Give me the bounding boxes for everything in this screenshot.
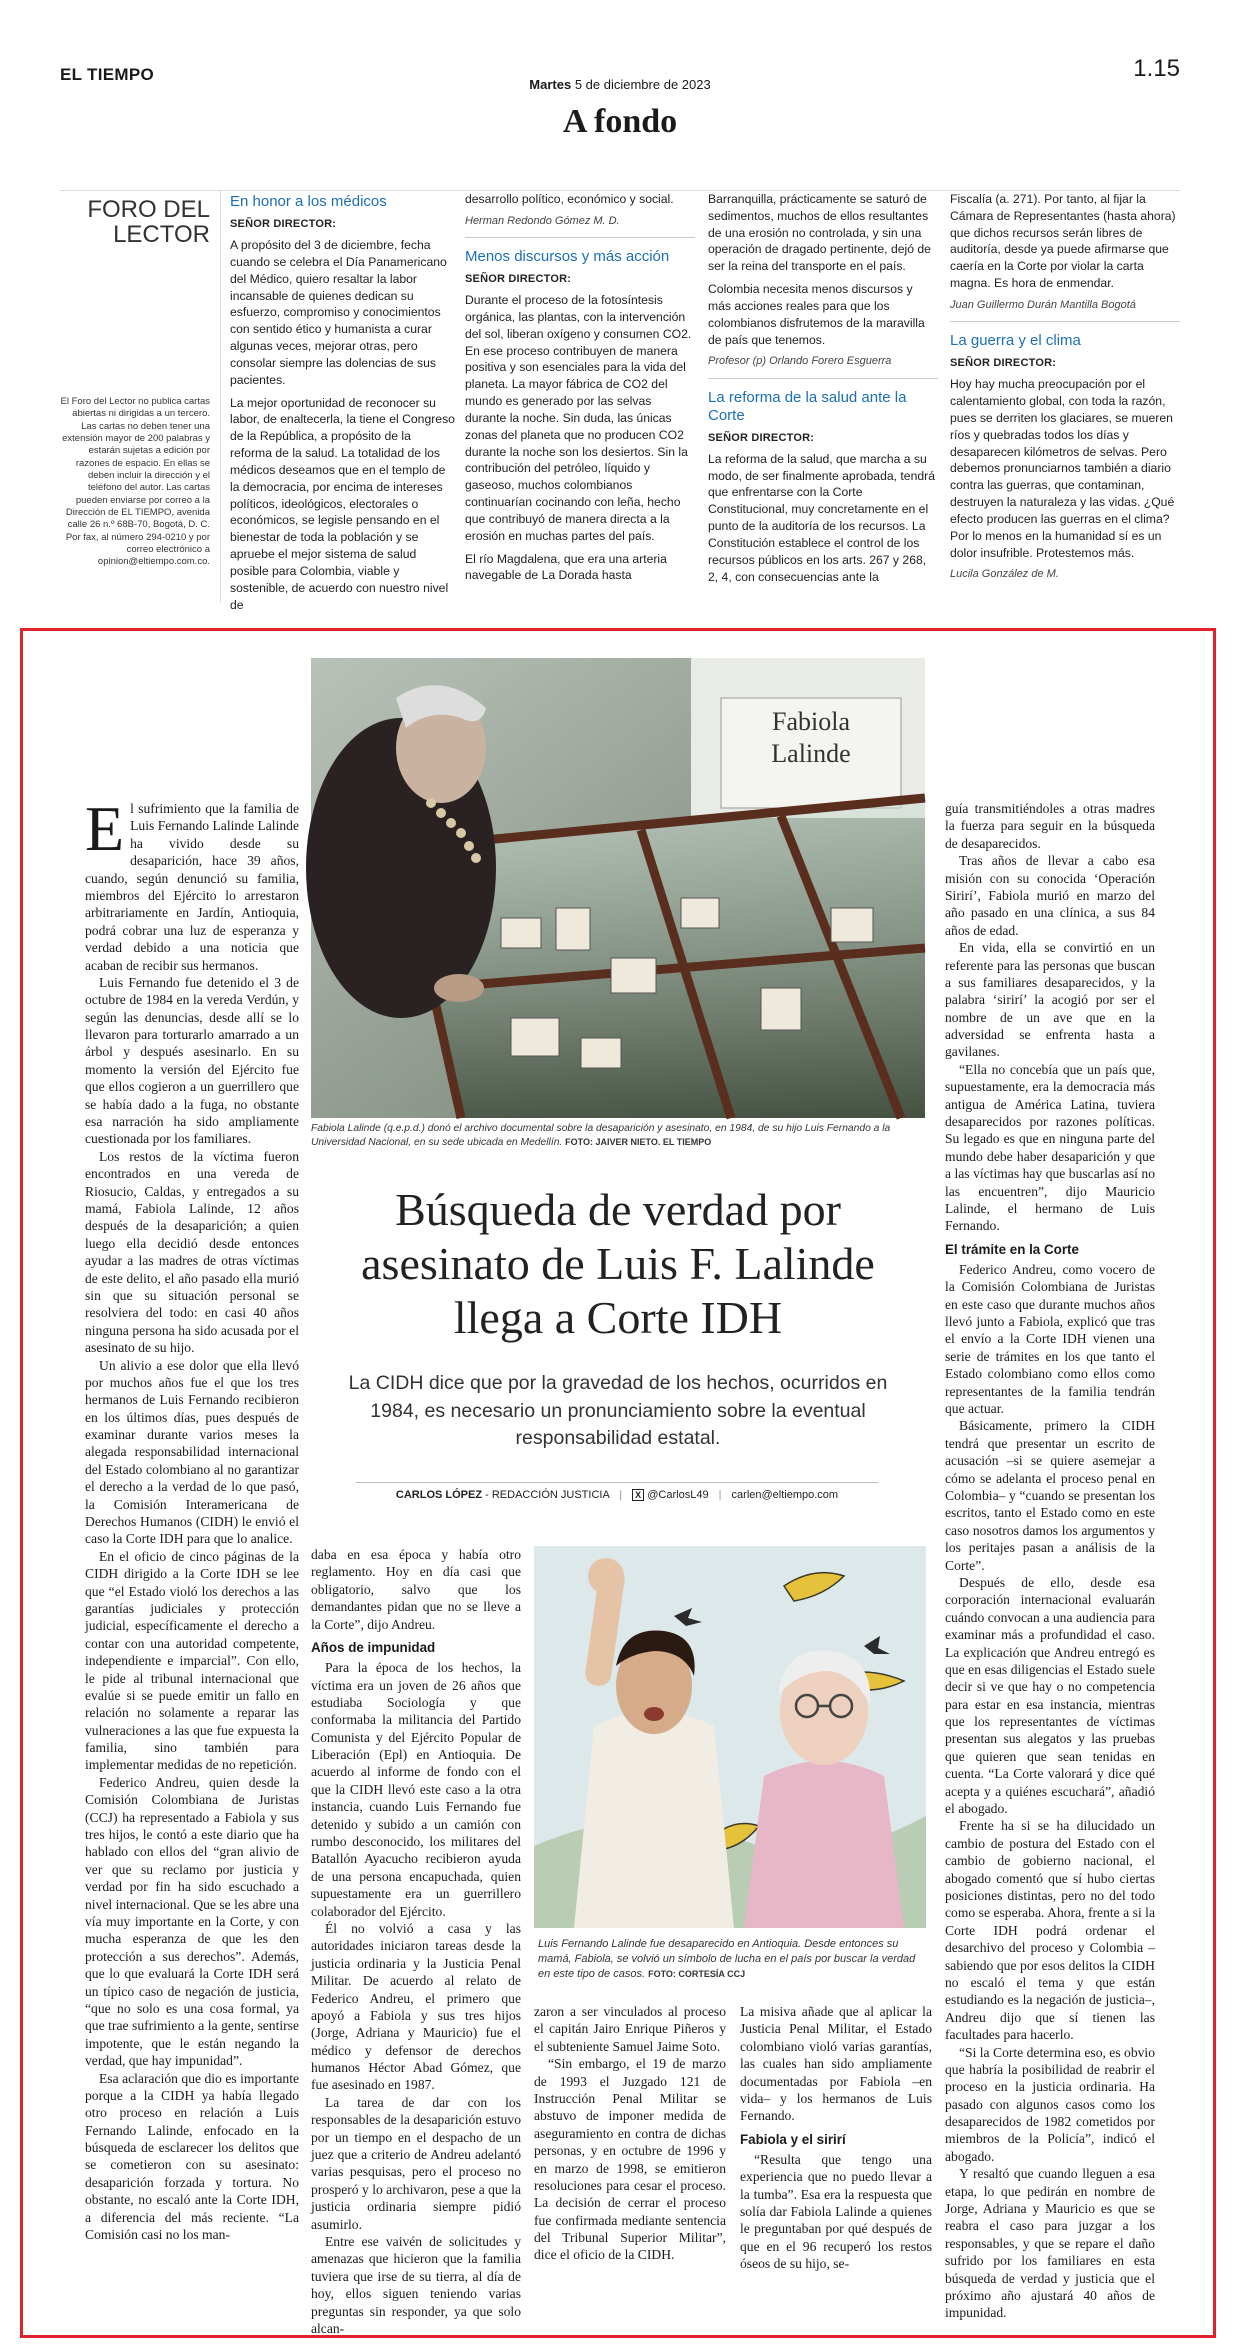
letter-title: La guerra y el clima (950, 332, 1081, 350)
illustration-caption (538, 1937, 926, 1982)
page-header (60, 55, 1180, 145)
letter-paragraph: A propósito del 3 de diciembre, fecha cuando se celebra el Día Panamericano del Médico, quiero resaltar la labor incansable de quienes dedican su esfuerzo, compromiso y conocimientos con sentido ético y humanista a curar algunas veces, mejorar otras, pero consolar siempre las dolencias de sus pacientes. (230, 238, 447, 387)
foro-title-line1: FORO DEL (87, 196, 210, 223)
letter-title: En honor a los médicos (230, 193, 387, 210)
photo-sign-line1: Fabiola (772, 707, 850, 736)
byline-email: carlen@eltiempo.com (731, 1489, 839, 1501)
letter-column-4 (950, 191, 1180, 603)
article-column-2 (311, 1546, 521, 2336)
foro-title (60, 197, 210, 247)
letter-title: Menos discursos y más acción (465, 248, 670, 265)
article-paragraph: Luis Fernando fue detenido el 3 de octubre de 1984 en la vereda Verdún, y según las denuncias, desde allí se lo llevaron para torturarlo amarrado a un árbol y después asesinarlo. En su momento la versión del Ejército fue que ellos cogieron a un guerrillero que se había dado a la fuga, no obstante esa narración ha sido ampliamente cuestionada por los familiares. (85, 974, 299, 1147)
article-column-3 (534, 2003, 726, 2330)
letter-paragraph: Hoy hay mucha preocupación por el calentamiento global, con toda la razón, pues se derriten los glaciares, se mueren ríos y quebradas todos los días y desaparecen kilómetros de selvas. Pero debemos pronunciarnos también a diario contra las guerras, que contaminan, destruyen la naturaleza y las vidas. ¿Qué efecto producen las guerras en el clima? Por lo menos en la humanidad sí es un dolor insufrible. Protestemos más. (950, 377, 1175, 560)
article-paragraph: Y resaltó que cuando lleguen a esa etapa, lo que pedirán en nombre de Jorge, Adriana y Mauricio es que se reabra el caso para juzgar a los responsables, y que se repare el daño sufrido por los familiares en esta búsqueda de verdad y justicia que el próximo año ajustará 40 años de impunidad. (945, 2166, 1155, 2321)
letter-signature: Profesor (p) Orlando Forero Esguerra (708, 354, 938, 378)
foro-sidebar (60, 191, 210, 603)
article-subheading: Fabiola y el sirirí (740, 2131, 846, 2147)
page-date (60, 77, 1180, 92)
column-divider (220, 191, 221, 603)
article-paragraph: En el oficio de cinco páginas de la CIDH dirigido a la Corte IDH se lee que “el Estado violó los derechos a las garantías judiciales y protección judicial, específicamente el derecho a contar con una autoridad competente, independiente e imparcial”. Con ello, le pide al tribunal internacional que evalúe si se puede emitir un fallo en relación no solamente a reparar las vulneraciones a las que fue expuesta la familia, sino también para implementar medidas de no repetición. (85, 1548, 299, 1773)
article-paragraph: La misiva añade que al aplicar la Justicia Penal Militar, el Estado colombiano violó varias garantías, las cuales han sido ampliamente documentadas por Fabiola –en vida– y los hermanos de Luis Fernando. (740, 2004, 932, 2124)
photo-credit: FOTO: JAIVER NIETO. EL TIEMPO (565, 1137, 712, 1148)
article-paragraph: Él no volvió a casa y las autoridades iniciaron tareas desde la justicia ordinaria y la Justicia Penal Militar. De acuerdo al relato de Federico Andreu, el primero que apoyó a Fabiola y sus tres hijos (Jorge, Adriana y Mauricio) fue el médico y defensor de derechos humanos Héctor Abad Gómez, que fue asesinado en 1987. (311, 1920, 521, 2093)
byline-handle: @CarlosL49 (647, 1489, 709, 1501)
main-photo (311, 658, 925, 1118)
date-day: Martes (529, 77, 572, 92)
letter-paragraph: La mejor oportunidad de reconocer su labor, de enaltecerla, la tiene el Congreso de la República, a propósito de la reforma de la salud. La totalidad de los médicos deseamos que en el templo de la democracia, por encima de intereses políticos, ideológicos, electorales o económicos, se legisle pensando en el bienestar de toda la población y se apruebe el mejor sistema de salud posible para Colombia, viable y sostenible, de acuerdo con nuestro nivel de (230, 395, 455, 612)
article-paragraph: Básicamente, primero la CIDH tendrá que presentar un escrito de acusación –si se quiere asemejar a cómo se adelanta el proceso penal en Colombia– y “cuando se presentan los escritos, tanto el Estado como en este caso nosotros damos los argumentos y los peritajes pasan a análisis de la Corte”. (945, 1418, 1155, 1573)
section-title: A fondo (562, 103, 678, 140)
article-subheading: El trámite en la Corte (945, 1241, 1079, 1257)
foro-note: El Foro del Lector no publica cartas abiertas ni dirigidas a un tercero. Las cartas no deben tener una extensión mayor de 200 palabras y estarán sujetas a edición por razones de espacio. En ellas se deben incluir la dirección y el teléfono del autor. Las cartas pueden enviarse por correo a la Dirección de EL TIEMPO, avenida calle 26 n.º 68B-70, Bogotá, D. C. Por fax, al número 294-0210 y por correo electrónico a opinion@eltiempo.com.co. (60, 396, 210, 568)
x-logo-icon: X (632, 1489, 644, 1501)
article-subheading: Años de impunidad (311, 1639, 436, 1655)
illustration-credit: FOTO: CORTESÍA CCJ (648, 1968, 746, 1979)
letter-salute: SEÑOR DIRECTOR: (230, 218, 337, 230)
letter-paragraph: Durante el proceso de la fotosíntesis orgánica, las plantas, con la intervención del sol, liberan oxígeno y consumen CO2. En ese proceso contribuyen de manera positiva y son esenciales para la vida del planeta. La mayor fábrica de CO2 del mundo es generado por las selvas durante la noche. Sin duda, las únicas zonas del planeta que no producen CO2 durante la noche son los desiertos. Sin la contribución del petróleo, líquido y gaseoso, muchos colombianos continuarían cocinando con leña, hecho que contribuyó de manera directa a la erosión en muchas partes del país. (465, 293, 692, 543)
article-paragraph: Federico Andreu, como vocero de la Comisión Colombiana de Juristas en este caso que durante muchos años llevó junto a Fabiola, explicó que tras el envío a la Corte IDH vienen una serie de trámites en los que tanto el Estado colombiano como ellos como representantes de la familia tendrán que actuar. (945, 1261, 1155, 1417)
newspaper-logo: EL TIEMPO (60, 65, 155, 84)
article-paragraph: En vida, ella se convirtió en un referente para las personas que buscan a sus familiares desaparecidos, y la palabra ‘sirirí’ la acogió por ser el nombre de un ave que en la adversidad se enfrenta hasta a gavilanes. (945, 940, 1155, 1060)
article-paragraph: zaron a ser vinculados al proceso el capitán Jairo Enrique Piñeros y el subteniente Samuel Jaime Soto. (534, 2004, 726, 2054)
article-paragraph: Después de ello, desde esa corporación internacional evaluarán cuándo convocan a una audiencia para examinar más a profundidad el caso. La explicación que Andreu entregó es que en esas diligencias el Estado suele decir si ve que hay o no competencia para estar en esa instancia, mientras que los representantes de víctimas presentan sus alegatos y las pruebas que quieren que sean tenidas en cuenta. “La Corte valorará y dice qué acepta y a quiénes escuchará”, añadió el abogado. (945, 1574, 1155, 1817)
letter-salute: SEÑOR DIRECTOR: (465, 273, 572, 285)
letter-signature: Juan Guillermo Durán Mantilla Bogotá (950, 298, 1180, 322)
lalinde-illustration (534, 1546, 926, 1928)
foro-title-line2: LECTOR (113, 221, 210, 249)
article-column-5 (945, 800, 1155, 2330)
letter-salute: SEÑOR DIRECTOR: (950, 357, 1057, 370)
article-paragraph: guía transmitiéndoles a otras madres la fuerza para seguir en la búsqueda de desaparecidos. (945, 801, 1155, 851)
byline-desk: - REDACCIÓN JUSTICIA (482, 1489, 610, 1501)
letter-paragraph: desarrollo político, económico y social. (465, 192, 674, 206)
letter-salute: SEÑOR DIRECTOR: (708, 431, 815, 444)
illustration-caption-text: Luis Fernando Lalinde fue desaparecido en Antioquia. Desde entonces su mamá, Fabiola, se volvió un símbolo de lucha en el país por buscar la verdad en este tipo de casos. (538, 1938, 916, 1980)
byline: CARLOS LÓPEZ - REDACCIÓN JUSTICIA | X @CarlosL49 | carlen@eltiempo.com (356, 1482, 878, 1501)
museum-display-illustration (311, 658, 925, 1118)
letter-paragraph: Colombia necesita menos discursos y más acciones reales para que los colombianos disfrutemos de la maravilla de país que tenemos. (708, 282, 925, 347)
article-paragraph: El sufrimiento que la familia de Luis Fernando Lalinde Lalinde ha vivido desde su desaparición, hace 39 años, cuando, según denunció su familia, miembros del Ejército lo arrestaron arbitrariamente en Jardín, Antioquia, podrá cobrar una luz de esperanza y verdad debido a una noticia que acaban de recibir sus hermanos. (85, 793, 299, 973)
drop-cap: E (85, 793, 125, 864)
foro-del-lector (60, 190, 1180, 612)
article-paragraph: Un alivio a ese dolor que ella llevó por muchos años fue el que los tres hermanos de Luis Fernando recibieron en los últimos días, pues después de examinar durante varios meses la alegada responsabilidad internacional del Estado colombiano al no garantizar el derecho a la verdad de lo que pasó, la Comisión Interamericana de Derechos Humanos (CIDH) le envió el caso la Corte IDH para que lo analice. (85, 1357, 299, 1547)
article-paragraph: Los restos de la víctima fueron encontrados en una vereda de Riosucio, Caldas, y entregados a su mamá, Fabiola Lalinde, 12 años después de la desaparición; a quien luego ella decidió desde entonces ayudar a las madres de otras víctimas de este delito, el año pasado ella murió sin que su situación personal se resolviera del todo: en casi 40 años ninguna persona ha sido acusada por el asesinato de su hijo. (85, 1148, 299, 1356)
article-deck: La CIDH dice que por la gravedad de los hechos, ocurridos en 1984, es necesario un pronunciamiento sobre la eventual responsabilidad estatal. (348, 1372, 888, 1450)
photo-sign-line2: Lalinde (771, 739, 851, 768)
photo-caption-text: Fabiola Lalinde (q.e.p.d.) donó el archivo documental sobre la desaparición y asesinato, en 1984, de su hijo Luis Fernando a la Universidad Nacional, en su sede ubicada en Medellín. (311, 1123, 891, 1149)
illustration (534, 1546, 926, 1928)
article-headline: Búsqueda de verdad por asesinato de Luis F. Lalinde llega a Corte IDH (361, 1184, 875, 1343)
article-paragraph: La tarea de dar con los responsables de la desaparición estuvo por un tiempo en el despacho de un juez que a criterio de Andreu adelantó varias pesquisas, pero el proceso no prosperó y lo archivaron, pese a que la justicia ordinaria siempre pidió asumirlo. (311, 2094, 521, 2232)
letter-column-1 (230, 191, 455, 612)
date-rest: 5 de diciembre de 2023 (571, 77, 711, 92)
letter-column-3 (708, 191, 938, 603)
photo-caption (311, 1122, 925, 1151)
letter-signature: Herman Redondo Gómez M. D. (465, 214, 695, 238)
article-paragraph: “Resulta que tengo una experiencia que no puedo llevar a la tumba”. Esa era la respuesta que solía dar Fabiola Lalinde a quienes le preguntaban por qué después de que en el 96 recuperó los restos óseos de su hijo, se- (740, 2151, 932, 2272)
letter-paragraph: Barranquilla, prácticamente se saturó de sedimentos, muchos de ellos resultantes de una erosión no controlada, y sin una operación de dragado pertinente, dejó de ser la reina del transporte en el país. (708, 192, 931, 274)
byline-author: CARLOS LÓPEZ (395, 1489, 483, 1501)
letter-signature: Lucila González de M. (950, 568, 1059, 581)
article-paragraph: Entre ese vaivén de solicitudes y amenazas que hicieron que la familia tuviera que irse de su tierra, al día de hoy, ellos siguen teniendo varias preguntas sin responder, ya que solo alcan- (311, 2234, 521, 2336)
article-paragraph: “Si la Corte determina eso, es obvio que habría la posibilidad de reabrir el proceso en la justicia ordinaria. Ha pasado con algunos casos como los desaparecidos de 1982 cometidos por miembros de la Policía”, indicó el abogado. (945, 2044, 1155, 2164)
article-paragraph: Federico Andreu, quien desde la Comisión Colombiana de Juristas (CCJ) ha representado a Fabiola y sus tres hijos, le contó a este diario que ha hablado con ellos del “gran alivio de ver que su reclamo por justicia y verdad por fin ha sido escuchado a nivel internacional. Que se les abre una vía muy importante en la Corte, y con mucha esperanza de que les den protección a sus derechos”. Además, que lo que evaluará la Corte IDH será un típico caso de negación de justicia, “que no solo es una cosa formal, ya que trae sufrimiento a la gente, sentirse impotente, que le están negando la verdad, que hay impunidad”. (85, 1774, 300, 2069)
article-paragraph: Frente ha si se ha dilucidado un cambio de postura del Estado con el cambio de gobierno nacional, el abogado comentó que sí hubo ciertas posiciones distintas, pero no del todo como se esperaba. Ahora, frente a si la Corte IDH podrá ordenar el desarchivo del proceso y Colombia –sabiendo que por esos delitos la CIDH no escaló el tema y que están estudiando es la negación de justicia–, Andreu dijo que sí tienen las facultades para hacerlo. (945, 1818, 1155, 2043)
letter-title: La reforma de la salud ante la Corte (708, 388, 907, 424)
letter-paragraph: El río Magdalena, que era una arteria navegable de La Dorada hasta (465, 551, 667, 583)
article-paragraph: daba en esa época y había otro reglamento. Hoy en día casi que obligatorio, salvo que los demandantes pidan que no se lleve a la Corte”, dijo Andreu. (311, 1547, 521, 1632)
article-paragraph: “Ella no concebía que un país que, supuestamente, era la democracia más antigua de América Latina, tuviera desaparecidos por razones políticas. Su legado es que en ninguna parte del mundo debe haber desaparición y que a las víctimas hay que buscarlas así no las encuentren”, dijo Mauricio Lalinde, el hermano de Luis Fernando. (945, 1061, 1155, 1234)
letter-paragraph: La reforma de la salud, que marcha a su modo, de ser finalmente aprobada, tendrá que enfrentarse con la Corte Constitucional, muy concretamente en el punto de la auditoría de los recursos. La Constitución establece el control de los recursos públicos en los arts. 267 y 268, 2, 4, con consecuencias ante la (708, 451, 935, 584)
article-paragraph: Para la época de los hechos, la víctima era un joven de 26 años que estudiaba Sociología y que conformaba la militancia del Partido Comunista y del Ejército Popular de Liberación (Epl) en Antioquia. De acuerdo al informe de fondo con el que la CIDH llevó este caso a la otra instancia, cuando Luis Fernando fue detenido y subido a un camión con rumbo desconocido, los militares del Batallón Ayacucho recibieron ayuda de una persona encapuchada, quien supuestamente era un guerrillero colaborador del Ejército. (311, 1660, 521, 1919)
article-paragraph: Esa aclaración que dio es importante porque a la CIDH ya había llegado otro proceso en relación a Luis Fernando Lalinde, enfocado en la búsqueda de esclarecer los delitos que se cometieron con su asesinato: desaparición forzada y tortura. No obstante, no escaló ante la Corte IDH, a diferencia del más reciente. “La Comisión casi no los man- (85, 2070, 299, 2243)
page-number: 1.15 (1133, 55, 1180, 82)
letter-paragraph: Fiscalía (a. 271). Por tanto, al fijar la Cámara de Representantes (hasta ahora) que dichos recursos serán libres de auditoría, desde ya puede afirmarse que caería en la Corte por violar la carta magna. Es hora de enmendar. (950, 192, 1176, 291)
article-column-4 (740, 2003, 932, 2330)
article-paragraph: Tras años de llevar a cabo esa misión con su conocida ‘Operación Sirirí’, Fabiola murió en marzo del año pasado en una clínica, a sus 84 años de edad. (945, 853, 1155, 938)
letter-column-2 (465, 191, 695, 603)
article-paragraph: “Sin embargo, el 19 de marzo de 1993 el Juzgado 121 de Instrucción Penal Militar se abstuvo de imponer medida de aseguramiento en contra de dichas personas, y en octubre de 1996 y en marzo de 1998, se emitieron resoluciones para cesar el proceso. La decisión de cerrar el proceso fue confirmada mediante sentencia del Tribunal Superior Militar”, dice el oficio de la CIDH. (534, 2056, 726, 2263)
article-column-1 (85, 793, 300, 2330)
